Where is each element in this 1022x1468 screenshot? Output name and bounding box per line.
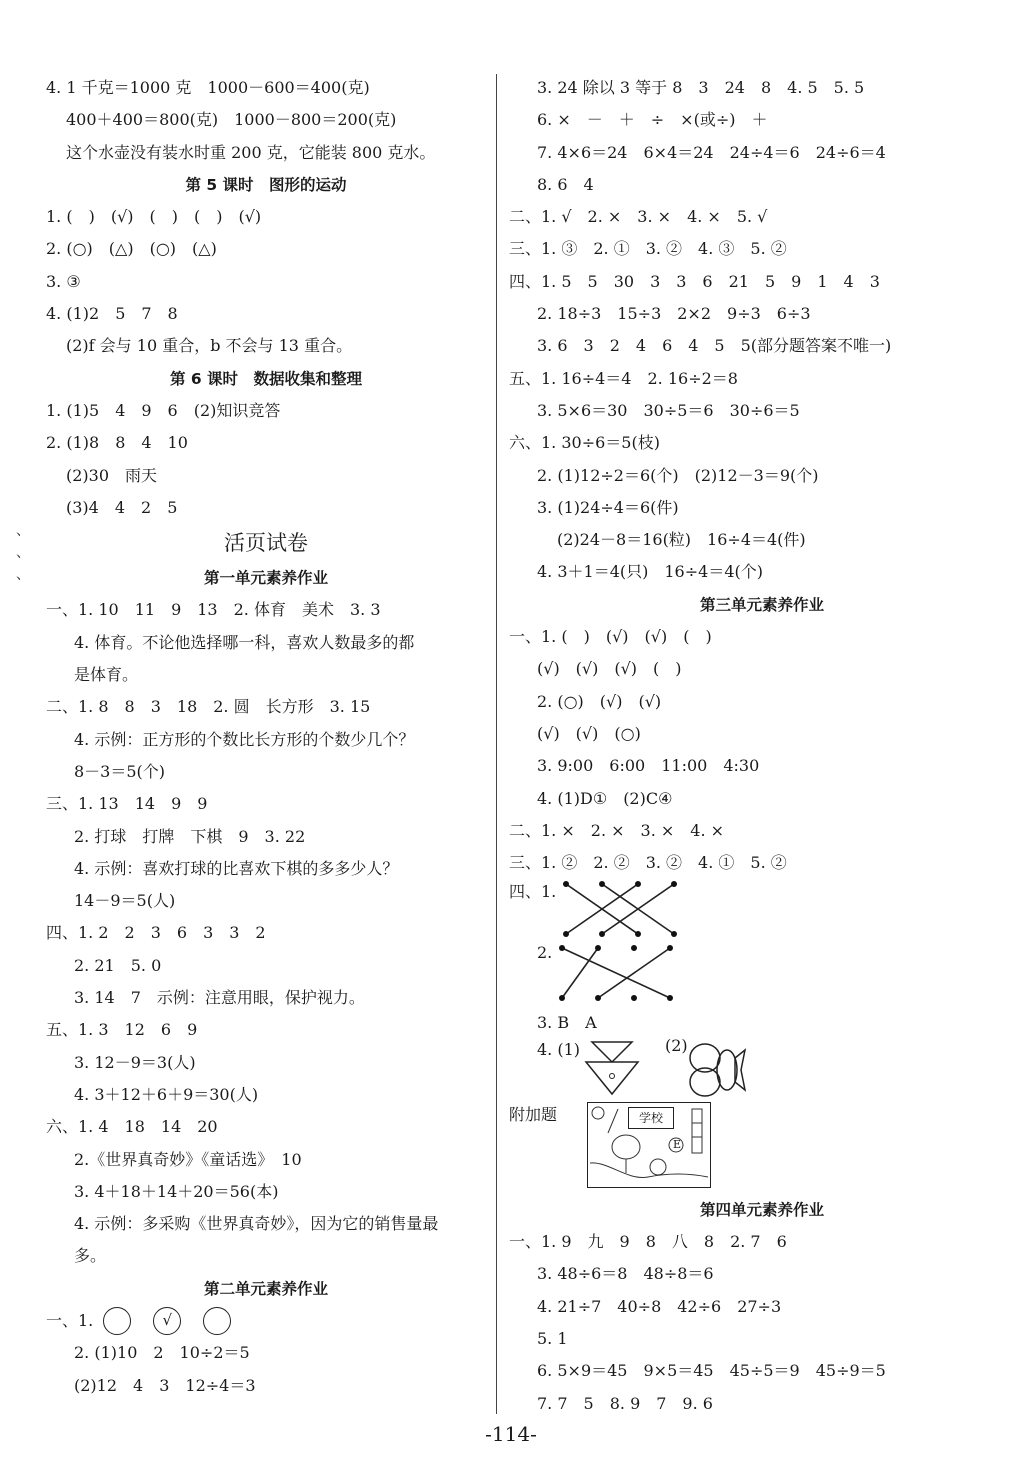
- answer-text: 4. (1)2 5 7 8: [46, 304, 178, 324]
- answer-text: 14－9＝5(人): [74, 891, 176, 911]
- answer-text: 2. (1)10 2 10÷2＝5: [74, 1343, 250, 1363]
- answer-text: 3. (1)24÷4＝6(件): [537, 497, 679, 517]
- answer-text: 二、1. √ 2. × 3. × 4. × 5. √: [509, 207, 768, 227]
- left-line: [46, 982, 486, 1014]
- left-line: [46, 169, 486, 201]
- column-divider: [496, 74, 497, 1414]
- answer-text: 4. (1)D① (2)C④: [537, 788, 673, 808]
- school-sign: 学校: [628, 1107, 674, 1129]
- answer-text: (2)f 会与 10 重合，b 不会与 13 重合。: [66, 336, 353, 356]
- answer-text: 五、1. 16÷4＝4 2. 16÷2＝8: [509, 368, 738, 388]
- answer-text: 2.《世界真奇妙》《童话选》 10: [74, 1149, 302, 1169]
- left-line: [46, 492, 486, 524]
- right-line: [509, 363, 987, 395]
- right-line: [537, 137, 987, 169]
- right-line: [509, 427, 987, 459]
- answer-text: 3. 9:00 6:00 11:00 4:30: [537, 756, 760, 776]
- answer-text: 三、1. ② 2. ② 3. ② 4. ① 5. ②: [509, 853, 787, 873]
- left-line: [46, 1144, 486, 1176]
- left-line: [46, 427, 486, 459]
- answer-text: 1. (1)5 4 9 6 (2)知识竞答: [46, 400, 281, 420]
- left-line: [46, 788, 486, 820]
- answer-text: 400＋400＝800(克) 1000－800＝200(克): [66, 110, 397, 130]
- right-line: [537, 686, 987, 718]
- answer-text: 2. (○) (√) (√): [537, 691, 662, 711]
- answer-text: 第二单元素养作业: [203, 1279, 328, 1298]
- answer-text: 4. 1 千克＝1000 克 1000－600＝400(克): [46, 78, 370, 97]
- left-line: [46, 1079, 486, 1111]
- left-line: [46, 330, 486, 362]
- answer-text: 一、1. 9 九 9 8 八 8 2. 7 6: [509, 1232, 787, 1252]
- left-line: [46, 917, 486, 949]
- right-line: [537, 783, 987, 815]
- left-line: [46, 1370, 486, 1402]
- answer-text: (3)4 4 2 5: [66, 497, 178, 517]
- answer-text: (2)24－8＝16(粒) 16÷4＝4(件): [557, 530, 806, 550]
- answer-text: 8. 6 4: [537, 174, 594, 194]
- answer-text: 2. 18÷3 15÷3 2×2 9÷3 6÷3: [537, 304, 811, 324]
- right-line: [509, 847, 987, 879]
- answer-text: 4. 示例：正方形的个数比长方形的个数少几个？: [74, 729, 415, 749]
- answer-text: 六、1. 4 18 14 20: [46, 1117, 218, 1137]
- answer-text: 是体育。: [74, 665, 139, 685]
- right-line: [509, 621, 987, 653]
- left-line: [46, 1208, 486, 1240]
- right-line: [537, 1291, 987, 1323]
- right-line: [537, 1194, 987, 1226]
- answer-text: (√) (√) (○): [537, 723, 641, 743]
- fish-shape-figure: [685, 1040, 755, 1098]
- left-line: [46, 395, 486, 427]
- left-line: [46, 233, 486, 265]
- left-line: [46, 1240, 486, 1272]
- answer-circle: [103, 1307, 131, 1335]
- right-line: [509, 879, 987, 943]
- answer-text: 4. 3＋12＋6＋9＝30(人): [74, 1084, 259, 1104]
- left-line: [46, 756, 486, 788]
- answer-circle: √: [153, 1307, 181, 1335]
- answer-text: 四、1.: [509, 882, 557, 902]
- matching-lines-figure-1: [560, 879, 680, 939]
- answer-text: 5. 1: [537, 1328, 568, 1348]
- answer-text: 四、1. 2 2 3 6 3 3 2: [46, 923, 266, 943]
- answer-text: 五、1. 3 12 6 9: [46, 1020, 198, 1040]
- answer-text: 4. 21÷7 40÷8 42÷6 27÷3: [537, 1296, 782, 1316]
- left-line: [46, 137, 486, 169]
- answer-text: 三、1. ③ 2. ① 3. ② 4. ③ 5. ②: [509, 239, 787, 259]
- answer-text: 1. ( ) (√) ( ) ( ) (√): [46, 207, 262, 227]
- right-line: [509, 233, 987, 265]
- left-line: [46, 885, 486, 917]
- left-line: [46, 1111, 486, 1143]
- answer-text: 第 6 课时 数据收集和整理: [169, 369, 363, 388]
- answer-text: 这个水壶没有装水时重 200 克，它能装 800 克水。: [66, 142, 436, 162]
- right-line: [537, 556, 987, 588]
- left-line: [46, 266, 486, 298]
- matching-lines-figure-2: [556, 943, 676, 1003]
- answer-text: 2. 21 5. 0: [74, 955, 162, 975]
- left-line: [46, 298, 486, 330]
- right-line: [537, 169, 987, 201]
- answer-text: 4. 3＋1＝4(只) 16÷4＝4(个): [537, 562, 763, 582]
- left-line: [46, 562, 486, 594]
- answer-text: 四、1. 5 5 30 3 3 6 21 5 9 1 4 3: [509, 271, 880, 291]
- answer-text: 4. 示例：多采购《世界真奇妙》，因为它的销售量最: [74, 1214, 439, 1234]
- answer-text: 3. B A: [537, 1013, 597, 1033]
- answer-text: 活页试卷: [224, 531, 308, 556]
- answer-text: 3. 24 除以 3 等于 8 3 24 8 4. 5 5. 5: [537, 78, 865, 97]
- answer-text: (√) (√) (√) ( ): [537, 659, 682, 679]
- answer-text: 4. 体育。不论他选择哪一科，喜欢人数最多的都: [74, 632, 415, 652]
- right-line: [537, 718, 987, 750]
- answer-text: 多。: [74, 1246, 107, 1266]
- answer-text: 二、1. × 2. × 3. × 4. ×: [509, 820, 725, 840]
- answer-text: 8－3＝5(个): [74, 761, 166, 781]
- left-line: [46, 950, 486, 982]
- left-column: [46, 72, 486, 1402]
- answer-text: 7. 4×6＝24 6×4＝24 24÷4＝6 24÷6＝4: [537, 142, 886, 162]
- figure-label-2: (2): [665, 1035, 688, 1055]
- left-line: [46, 853, 486, 885]
- left-line: [46, 1305, 486, 1337]
- answer-text: 6. 5×9＝45 9×5＝45 45÷5＝9 45÷9＝5: [537, 1361, 886, 1381]
- left-line: [46, 627, 486, 659]
- right-line: [537, 1355, 987, 1387]
- right-line: [537, 653, 987, 685]
- right-line: [537, 589, 987, 621]
- right-line: [537, 492, 987, 524]
- left-line: [46, 201, 486, 233]
- right-line: [537, 524, 987, 556]
- answer-text: (2)12 4 3 12÷4＝3: [74, 1375, 256, 1395]
- answer-text: 附加题: [509, 1104, 558, 1124]
- left-line: [46, 594, 486, 626]
- left-line: [46, 1337, 486, 1369]
- left-line: [46, 821, 486, 853]
- right-line: [537, 1323, 987, 1355]
- right-line: [537, 1007, 987, 1039]
- margin-marks: 、 、 、: [16, 523, 30, 583]
- answer-text: 第 5 课时 图形的运动: [185, 175, 347, 194]
- answer-text: 2. 打球 打牌 下棋 9 3. 22: [74, 826, 306, 846]
- answer-text: 3. 4＋18＋14＋20＝56(本): [74, 1181, 279, 1201]
- answer-text: (2)30 雨天: [66, 465, 158, 485]
- answer-text: 2.: [537, 943, 553, 963]
- letter-e-mark: E: [672, 1137, 682, 1151]
- right-line: [537, 1388, 987, 1420]
- right-line: [537, 395, 987, 427]
- answer-text: 三、1. 13 14 9 9: [46, 794, 208, 814]
- right-line: [509, 266, 987, 298]
- right-line: [509, 1226, 987, 1258]
- answer-text: 一、1. 10 11 9 13 2. 体育 美术 3. 3: [46, 600, 381, 620]
- answer-text: 第一单元素养作业: [203, 569, 328, 588]
- left-line: [46, 1014, 486, 1046]
- left-line: [46, 104, 486, 136]
- answer-text: 2. (1)12÷2＝6(个) (2)12－3＝9(个): [537, 465, 819, 485]
- right-line: [537, 750, 987, 782]
- answer-text: 一、1. ( ) (√) (√) ( ): [509, 627, 712, 647]
- map-scene-figure: [587, 1102, 711, 1188]
- left-line: [46, 1273, 486, 1305]
- right-line: [537, 460, 987, 492]
- right-line: [537, 330, 987, 362]
- left-line: [46, 659, 486, 691]
- answer-text: 7. 7 5 8. 9 7 9. 6: [537, 1393, 713, 1413]
- answer-text: 六、1. 30÷6＝5(枝): [509, 433, 660, 453]
- answer-text: 第四单元素养作业: [699, 1200, 824, 1219]
- answer-text: 3. 5×6＝30 30÷5＝6 30÷6＝5: [537, 400, 800, 420]
- answer-text: 3. ③: [46, 271, 81, 291]
- right-line: [537, 72, 987, 104]
- answer-text: 2. (○) (△) (○) (△): [46, 239, 217, 259]
- right-line: [509, 201, 987, 233]
- right-line: [509, 815, 987, 847]
- right-line: [537, 104, 987, 136]
- left-line: [46, 72, 486, 104]
- answer-text: 4. (1): [537, 1039, 581, 1059]
- left-line: [46, 524, 486, 562]
- answer-text: 3. 6 3 2 4 6 4 5 5(部分题答案不唯一): [537, 336, 892, 356]
- answer-text: 3. 48÷6＝8 48÷8＝6: [537, 1264, 714, 1284]
- left-line: [46, 1176, 486, 1208]
- answer-text: 第三单元素养作业: [699, 595, 824, 614]
- left-line: [46, 460, 486, 492]
- right-line: [537, 1035, 987, 1102]
- page-number: -114-: [485, 1422, 537, 1446]
- right-line: [509, 1102, 987, 1194]
- right-line: [537, 298, 987, 330]
- right-line: [537, 943, 987, 1007]
- left-line: [46, 724, 486, 756]
- answer-text: 3. 12－9＝3(人): [74, 1052, 196, 1072]
- answer-text: 二、1. 8 8 3 18 2. 圆 长方形 3. 15: [46, 697, 371, 717]
- answer-text: 一、1.: [46, 1310, 94, 1330]
- left-line: [46, 363, 486, 395]
- answer-text: 6. × － ＋ ÷ ×(或÷) ＋: [537, 110, 768, 130]
- answer-text: 3. 14 7 示例：注意用眼，保护视力。: [74, 988, 365, 1008]
- answer-text: 2. (1)8 8 4 10: [46, 433, 188, 453]
- answer-text: 4. 示例：喜欢打球的比喜欢下棋的多多少人？: [74, 858, 399, 878]
- left-line: [46, 1047, 486, 1079]
- right-column: [509, 72, 987, 1420]
- left-line: [46, 691, 486, 723]
- right-line: [537, 1258, 987, 1290]
- answer-circle: [203, 1307, 231, 1335]
